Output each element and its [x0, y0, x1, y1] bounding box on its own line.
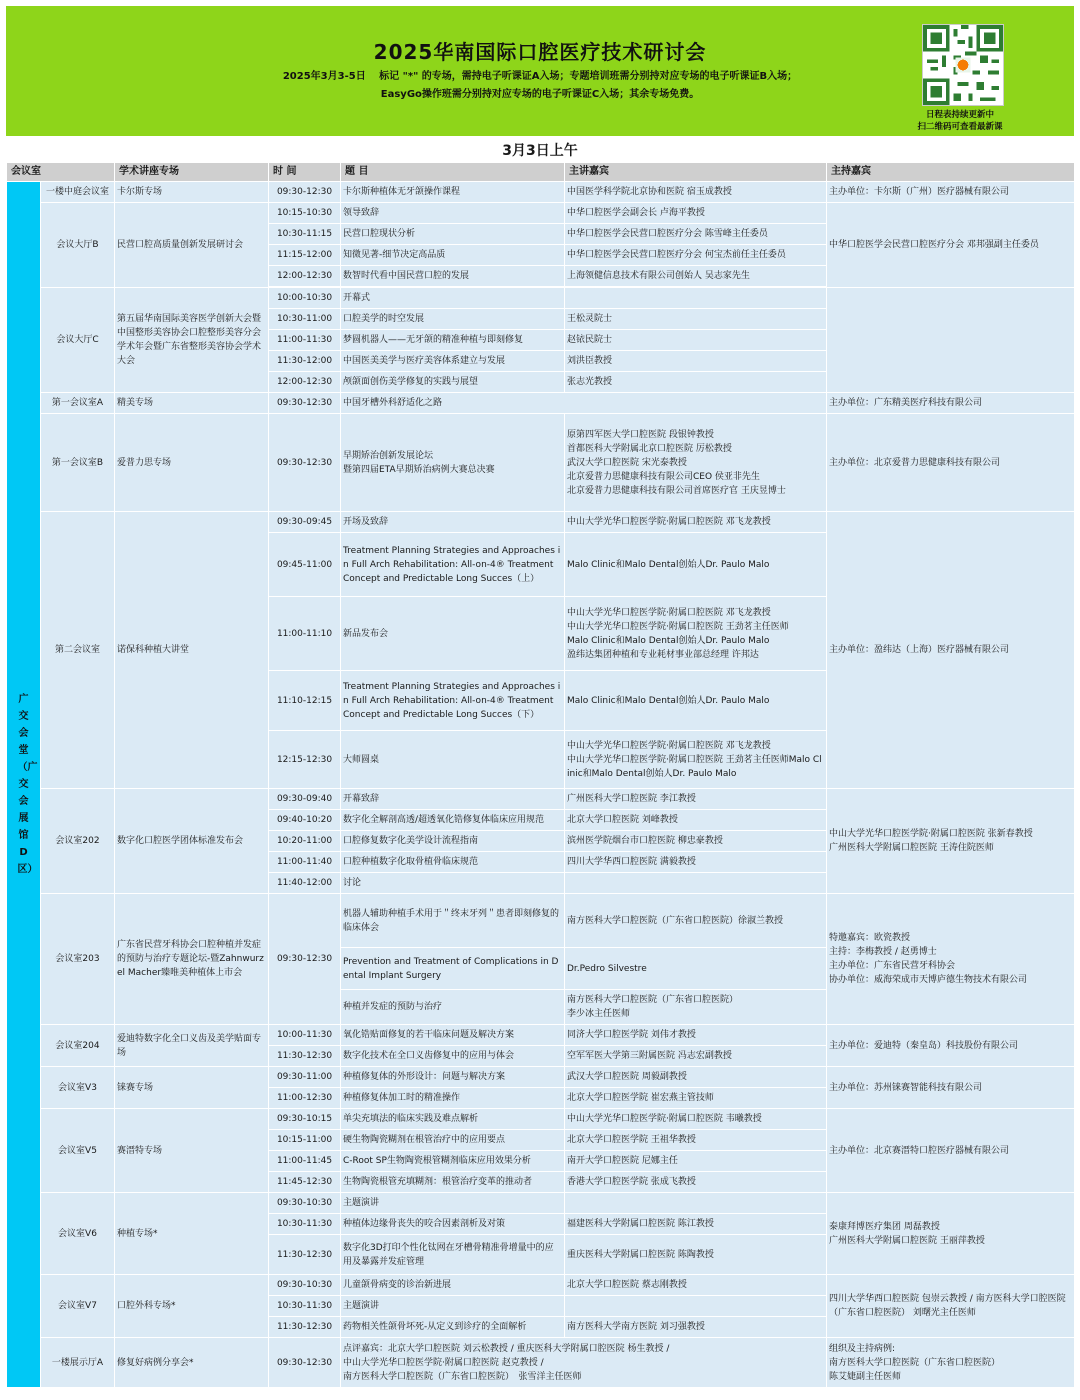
host-cell: 主办单位：卡尔斯（广州）医疗器械有限公司	[827, 182, 1075, 203]
table-row	[7, 393, 1075, 414]
speaker-cell: 中山大学光华口腔医学院·附属口腔医院 邓飞龙教授 中山大学光华口腔医学院·附属口腔医院 王劲茗主任医师 Malo Clinic和Malo Dental创始人Dr. Paulo Malo 盈纬达集团种植和专业耗材事业部总经理 许邦达	[565, 597, 827, 671]
track-cell: 赛溍特专场	[115, 1109, 269, 1193]
speaker-cell: 香港大学口腔医学院 张成飞教授	[565, 1172, 827, 1193]
host-cell: 特邀嘉宾：欧瓷教授 主持：李梅教授 / 赵勇博士 主办单位：广东省民营牙科协会 协办单位：威海荣成市天博庐德生物技术有限公司	[827, 894, 1075, 1025]
track-cell: 口腔外科专场*	[115, 1275, 269, 1338]
topic-cell: 种植并发症的预防与治疗	[341, 990, 565, 1025]
topic-cell: 开场及致辞	[341, 512, 565, 533]
track-cell: 修复好病例分享会*	[115, 1338, 269, 1388]
topic-cell: 药物相关性颌骨坏死-从定义到诊疗的全面解析	[341, 1317, 565, 1338]
table-row	[7, 1275, 1075, 1296]
speaker-cell: 上海领健信息技术有限公司创始人 吴志家先生	[565, 266, 827, 287]
room-cell: 第二会议室	[41, 512, 115, 789]
time-cell: 11:10-12:15	[269, 671, 341, 731]
host-cell: 主办单位：北京赛溍特口腔医疗器械有限公司	[827, 1109, 1075, 1193]
speaker-cell: 中华口腔医学会副会长 卢海平教授	[565, 203, 827, 224]
time-cell: 09:30-09:45	[269, 512, 341, 533]
topic-cell: 种植体边缘骨丧失的咬合因素剖析及对策	[341, 1214, 565, 1235]
topic-cell: 硬生物陶瓷糊剂在根管治疗中的应用要点	[341, 1130, 565, 1151]
table-row	[7, 1338, 1075, 1388]
topic-cell: 中国牙槽外科舒适化之路	[341, 393, 827, 414]
speaker-cell: 中山大学光华口腔医学院·附属口腔医院 韦曦教授	[565, 1109, 827, 1130]
time-cell: 09:45-11:00	[269, 533, 341, 597]
room-cell: 会议室V7	[41, 1275, 115, 1338]
topic-cell: Treatment Planning Strategies and Approaches in Full Arch Rehabilitation: All-on-4® Treatment Concept and Predictable Long Succes（上）	[341, 533, 565, 597]
time-cell: 10:30-11:30	[269, 1214, 341, 1235]
table-row	[7, 1109, 1075, 1130]
topic-cell: 单尖充填法的临床实践及难点解析	[341, 1109, 565, 1130]
speaker-cell: 刘洪臣教授	[565, 351, 827, 372]
host-cell: 中山大学光华口腔医学院·附属口腔医院 张新春教授 广州医科大学附属口腔医院 王涛住院医师	[827, 789, 1075, 894]
col-header-host: 主持嘉宾	[827, 163, 1075, 182]
time-cell: 09:30-12:30	[269, 414, 341, 512]
speaker-cell: Malo Clinic和Malo Dental创始人Dr. Paulo Malo	[565, 671, 827, 731]
header-note-2: EasyGo操作班需分别持对应专场的电子听课证C入场；其余专场免费。	[380, 89, 700, 100]
time-cell: 11:30-12:30	[269, 1235, 341, 1275]
track-cell: 数字化口腔医学团体标准发布会	[115, 789, 269, 894]
track-cell: 卡尔斯专场	[115, 182, 269, 203]
time-cell: 12:00-12:30	[269, 372, 341, 393]
topic-cell: 数字化技术在全口义齿修复中的应用与体会	[341, 1046, 565, 1067]
topic-cell: Treatment Planning Strategies and Approaches in Full Arch Rehabilitation: All-on-4® Treatment Concept and Predictable Long Succes（下）	[341, 671, 565, 731]
room-cell: 会议大厅B	[41, 203, 115, 288]
speaker-cell	[565, 414, 827, 512]
room-cell: 一楼中庭会议室	[41, 182, 115, 203]
table-row	[7, 203, 1075, 224]
speaker-cell: 同济大学口腔医学院 刘伟才教授	[565, 1025, 827, 1046]
topic-cell: 中国医美美学与医疗美容体系建立与发展	[341, 351, 565, 372]
time-cell: 10:30-11:15	[269, 224, 341, 245]
table-row	[7, 414, 1075, 512]
table-row	[7, 1193, 1075, 1214]
topic-cell: 新品发布会	[341, 597, 565, 671]
speaker-cell	[565, 873, 827, 894]
room-cell: 第一会议室A	[41, 393, 115, 414]
speaker-cell: 南方医科大学口腔医院（广东省口腔医院）徐淑兰教授	[565, 894, 827, 948]
speaker-line: 北京爱普力思健康科技有限公司首席医疗官 王庆昱博士	[567, 485, 786, 496]
topic-cell: 种植修复体加工时的精准操作	[341, 1088, 565, 1109]
time-cell: 11:00-11:40	[269, 852, 341, 873]
room-cell: 会议大厅C	[41, 288, 115, 393]
speaker-cell: 重庆医科大学附属口腔医院 陈陶教授	[565, 1235, 827, 1275]
topic-cell: 口腔美学的时空发展	[341, 309, 565, 330]
time-cell: 11:00-11:30	[269, 330, 341, 351]
topic-cell: 知微见著-细节决定高品质	[341, 245, 565, 266]
speaker-cell: 滨州医学院烟台市口腔医院 柳忠豪教授	[565, 831, 827, 852]
host-cell: 组织及主持病例: 南方医科大学口腔医院（广东省口腔医院） 陈艾婕副主任医师	[827, 1338, 1075, 1388]
col-header-speaker: 主讲嘉宾	[565, 163, 827, 182]
venue-label: 广交会堂（广交会展馆D区）	[7, 182, 41, 1388]
table-row	[7, 288, 1075, 309]
track-cell: 精美专场	[115, 393, 269, 414]
time-cell: 09:40-10:20	[269, 810, 341, 831]
time-cell: 10:00-11:30	[269, 1025, 341, 1046]
time-cell: 09:30-09:40	[269, 789, 341, 810]
speaker-cell: 北京大学口腔医学院 崔宏燕主管技师	[565, 1088, 827, 1109]
topic-cell: 民营口腔现状分析	[341, 224, 565, 245]
host-cell: 主办单位：广东精美医疗科技有限公司	[827, 393, 1075, 414]
room-cell: 会议室204	[41, 1025, 115, 1067]
speaker-line: 北京爱普力思健康科技有限公司CEO 侯亚非先生	[567, 471, 760, 482]
topic-cell: 数字化全解剖高透/超透氧化锆修复体临床应用规范	[341, 810, 565, 831]
time-cell: 10:15-11:00	[269, 1130, 341, 1151]
speaker-cell: Malo Clinic和Malo Dental创始人Dr. Paulo Malo	[565, 533, 827, 597]
track-cell: 种植专场*	[115, 1193, 269, 1275]
qr-code-icon	[923, 25, 1003, 105]
room-cell: 会议室V3	[41, 1067, 115, 1109]
schedule-table	[6, 162, 1075, 1388]
topic-cell: 机器人辅助种植手术用于＂终末牙列＂患者即刻修复的临床体会	[341, 894, 565, 948]
topic-cell: 领导致辞	[341, 203, 565, 224]
table-row	[7, 512, 1075, 533]
track-cell: 爱迪特数字化全口义齿及美学贴面专场	[115, 1025, 269, 1067]
topic-cell: 数智时代看中国民营口腔的发展	[341, 266, 565, 287]
table-row	[7, 182, 1075, 203]
time-cell: 11:30-12:00	[269, 351, 341, 372]
topic-cell: 口腔修复数字化美学设计流程指南	[341, 831, 565, 852]
table-row	[7, 1067, 1075, 1088]
topic-cell: 种植修复体的外形设计：问题与解决方案	[341, 1067, 565, 1088]
speaker-cell: 南开大学口腔医院 尼娜主任	[565, 1151, 827, 1172]
speaker-cell	[565, 1296, 827, 1317]
time-cell: 11:00-11:45	[269, 1151, 341, 1172]
room-cell: 会议室203	[41, 894, 115, 1025]
topic-cell: C-Root SP生物陶瓷根管糊剂临床应用效果分析	[341, 1151, 565, 1172]
time-cell: 11:00-11:10	[269, 597, 341, 671]
topic-cell: 口腔种植数字化取骨植骨临床规范	[341, 852, 565, 873]
topic-cell: 主题演讲	[341, 1296, 565, 1317]
speaker-cell: 中华口腔医学会民营口腔医疗分会 何宝杰前任主任委员	[565, 245, 827, 266]
time-cell: 10:00-10:30	[269, 288, 341, 309]
table-row	[7, 1025, 1075, 1046]
host-cell: 主办单位：北京爱普力思健康科技有限公司	[827, 414, 1075, 512]
room-cell: 第一会议室B	[41, 414, 115, 512]
time-cell: 12:15-12:30	[269, 731, 341, 789]
qr-code[interactable]	[922, 24, 1004, 106]
speaker-line: 武汉大学口腔医院 宋光泰教授	[567, 457, 687, 468]
speaker-cell: 北京大学口腔医院 蔡志刚教授	[565, 1275, 827, 1296]
col-header-room: 会议室	[7, 163, 115, 182]
session-title: 3月3日上午	[502, 143, 578, 159]
speaker-cell: 北京大学口腔医院 刘峰教授	[565, 810, 827, 831]
time-cell: 10:20-11:00	[269, 831, 341, 852]
topic-cell: 颅颌面创伤美学修复的实践与展望	[341, 372, 565, 393]
speaker-cell: 赵铱民院士	[565, 330, 827, 351]
time-cell: 09:30-10:30	[269, 1193, 341, 1214]
time-cell: 10:15-10:30	[269, 203, 341, 224]
page-title: 2025华南国际口腔医疗技术研讨会	[373, 40, 707, 64]
time-cell: 11:30-12:30	[269, 1046, 341, 1067]
col-header-time: 时 间	[269, 163, 341, 182]
col-header-topic: 题 目	[341, 163, 565, 182]
host-cell: 主办单位：苏州铼赛智能科技有限公司	[827, 1067, 1075, 1109]
room-cell: 会议室V6	[41, 1193, 115, 1275]
track-cell: 爱普力思专场	[115, 414, 269, 512]
host-cell: 泰康拜博医疗集团 周磊教授 广州医科大学附属口腔医院 王丽萍教授	[827, 1193, 1075, 1275]
col-header-track: 学术讲座专场	[115, 163, 269, 182]
speaker-line: 首都医科大学附属北京口腔医院 厉松教授	[567, 443, 732, 454]
time-cell: 09:30-12:30	[269, 1338, 341, 1388]
qr-caption-2: 扫二维码可查看最新课	[917, 122, 1003, 132]
topic-cell: 点评嘉宾：北京大学口腔医院 刘云松教授 / 重庆医科大学附属口腔医院 杨生教授 / 中山大学光华口腔医学院·附属口腔医院 赵克教授 / 南方医科大学口腔医院（广东省口腔医院） 张雪洋主任医师	[341, 1338, 827, 1388]
track-cell: 诺保科种植大讲堂	[115, 512, 269, 789]
time-cell: 12:00-12:30	[269, 266, 341, 287]
speaker-cell: 中山大学光华口腔医学院·附属口腔医院 邓飞龙教授	[565, 512, 827, 533]
room-cell: 会议室202	[41, 789, 115, 894]
topic-cell: 主题演讲	[341, 1193, 565, 1214]
header-note-1: 2025年3月3-5日 标记 "*" 的专场，需持电子听课证A入场；专题培训班需分别持对应专场的电子听课证B入场；	[282, 71, 798, 82]
time-cell: 09:30-10:30	[269, 1275, 341, 1296]
speaker-cell: 南方医科大学口腔医院（广东省口腔医院） 李少冰主任医师	[565, 990, 827, 1025]
track-cell: 广东省民营牙科协会口腔种植并发症的预防与治疗专题论坛-暨Zahnwurzel Macher臻唯美种植体上市会	[115, 894, 269, 1025]
speaker-cell: 四川大学华西口腔医院 满毅教授	[565, 852, 827, 873]
time-cell: 11:40-12:00	[269, 873, 341, 894]
time-cell: 09:30-12:30	[269, 393, 341, 414]
speaker-cell	[565, 288, 827, 309]
speaker-cell: 南方医科大学南方医院 刘习强教授	[565, 1317, 827, 1338]
speaker-cell: 武汉大学口腔医院 周毅副教授	[565, 1067, 827, 1088]
track-cell: 第五届华南国际美容医学创新大会暨中国整形美容协会口腔整形美容分会学术年会暨广东省整形美容协会学术大会	[115, 288, 269, 393]
time-cell: 10:30-11:00	[269, 309, 341, 330]
speaker-cell: 空军军医大学第三附属医院 冯志宏副教授	[565, 1046, 827, 1067]
room-cell: 会议室V5	[41, 1109, 115, 1193]
table-row	[7, 789, 1075, 810]
table-row	[7, 894, 1075, 948]
topic-cell: 数字化3D打印个性化钛网在牙槽骨精准骨增量中的应用及暴露并发症管理	[341, 1235, 565, 1275]
speaker-cell	[565, 1193, 827, 1214]
host-cell: 中华口腔医学会民营口腔医疗分会 邓邦强副主任委员	[827, 203, 1075, 288]
topic-cell: Prevention and Treatment of Complications in Dental Implant Surgery	[341, 948, 565, 990]
track-cell: 民营口腔高质量创新发展研讨会	[115, 203, 269, 288]
room-cell: 一楼展示厅A	[41, 1338, 115, 1388]
speaker-cell: 中华口腔医学会民营口腔医疗分会 陈雪峰主任委员	[565, 224, 827, 245]
topic-cell: 儿童颌骨病变的诊治新进展	[341, 1275, 565, 1296]
host-cell: 主办单位：盈纬达（上海）医疗器械有限公司	[827, 512, 1075, 789]
time-cell: 11:30-12:30	[269, 1317, 341, 1338]
time-cell: 11:45-12:30	[269, 1172, 341, 1193]
topic-cell: 生物陶瓷根管充填糊剂：根管治疗变革的推动者	[341, 1172, 565, 1193]
topic-cell: 梦圆机器人——无牙颌的精准种植与即刻修复	[341, 330, 565, 351]
track-cell: 铼赛专场	[115, 1067, 269, 1109]
speaker-cell: 福建医科大学附属口腔医院 陈江教授	[565, 1214, 827, 1235]
topic-cell: 开幕式	[341, 288, 565, 309]
host-cell: 四川大学华西口腔医院 包崇云教授 / 南方医科大学口腔医院（广东省口腔医院） 刘曙光主任医师	[827, 1275, 1075, 1338]
speaker-line: 原第四军医大学口腔医院 段银钟教授	[567, 429, 714, 440]
topic-cell: 大师圆桌	[341, 731, 565, 789]
host-cell	[827, 288, 1075, 393]
speaker-cell: 张志光教授	[565, 372, 827, 393]
speaker-cell: Dr.Pedro Silvestre	[565, 948, 827, 990]
speaker-cell: 北京大学口腔医学院 王祖华教授	[565, 1130, 827, 1151]
time-cell: 10:30-11:30	[269, 1296, 341, 1317]
time-cell: 11:15-12:00	[269, 245, 341, 266]
topic-cell: 早期矫治创新发展论坛 暨第四届ETA早期矫治病例大赛总决赛	[341, 414, 565, 512]
time-cell: 09:30-12:30	[269, 894, 341, 1025]
table-header-row	[7, 163, 1075, 182]
topic-cell: 讨论	[341, 873, 565, 894]
time-cell: 09:30-12:30	[269, 182, 341, 203]
time-cell: 09:30-11:00	[269, 1067, 341, 1088]
speaker-cell: 中山大学光华口腔医学院·附属口腔医院 邓飞龙教授 中山大学光华口腔医学院·附属口腔医院 王劲茗主任医师Malo Clinic和Malo Dental创始人Dr. Paulo Malo	[565, 731, 827, 789]
host-cell: 主办单位：爱迪特（秦皇岛）科技股份有限公司	[827, 1025, 1075, 1067]
qr-caption-1: 日程表持续更新中	[925, 110, 994, 120]
speaker-cell: 王松灵院士	[565, 309, 827, 330]
time-cell: 09:30-10:15	[269, 1109, 341, 1130]
topic-cell: 卡尔斯种植体无牙颌操作课程	[341, 182, 565, 203]
speaker-cell: 中国医学科学院北京协和医院 宿玉成教授	[565, 182, 827, 203]
topic-cell: 开幕致辞	[341, 789, 565, 810]
time-cell: 11:00-12:30	[269, 1088, 341, 1109]
topic-cell: 氧化锆贴面修复的若干临床问题及解决方案	[341, 1025, 565, 1046]
speaker-cell: 广州医科大学口腔医院 李江教授	[565, 789, 827, 810]
